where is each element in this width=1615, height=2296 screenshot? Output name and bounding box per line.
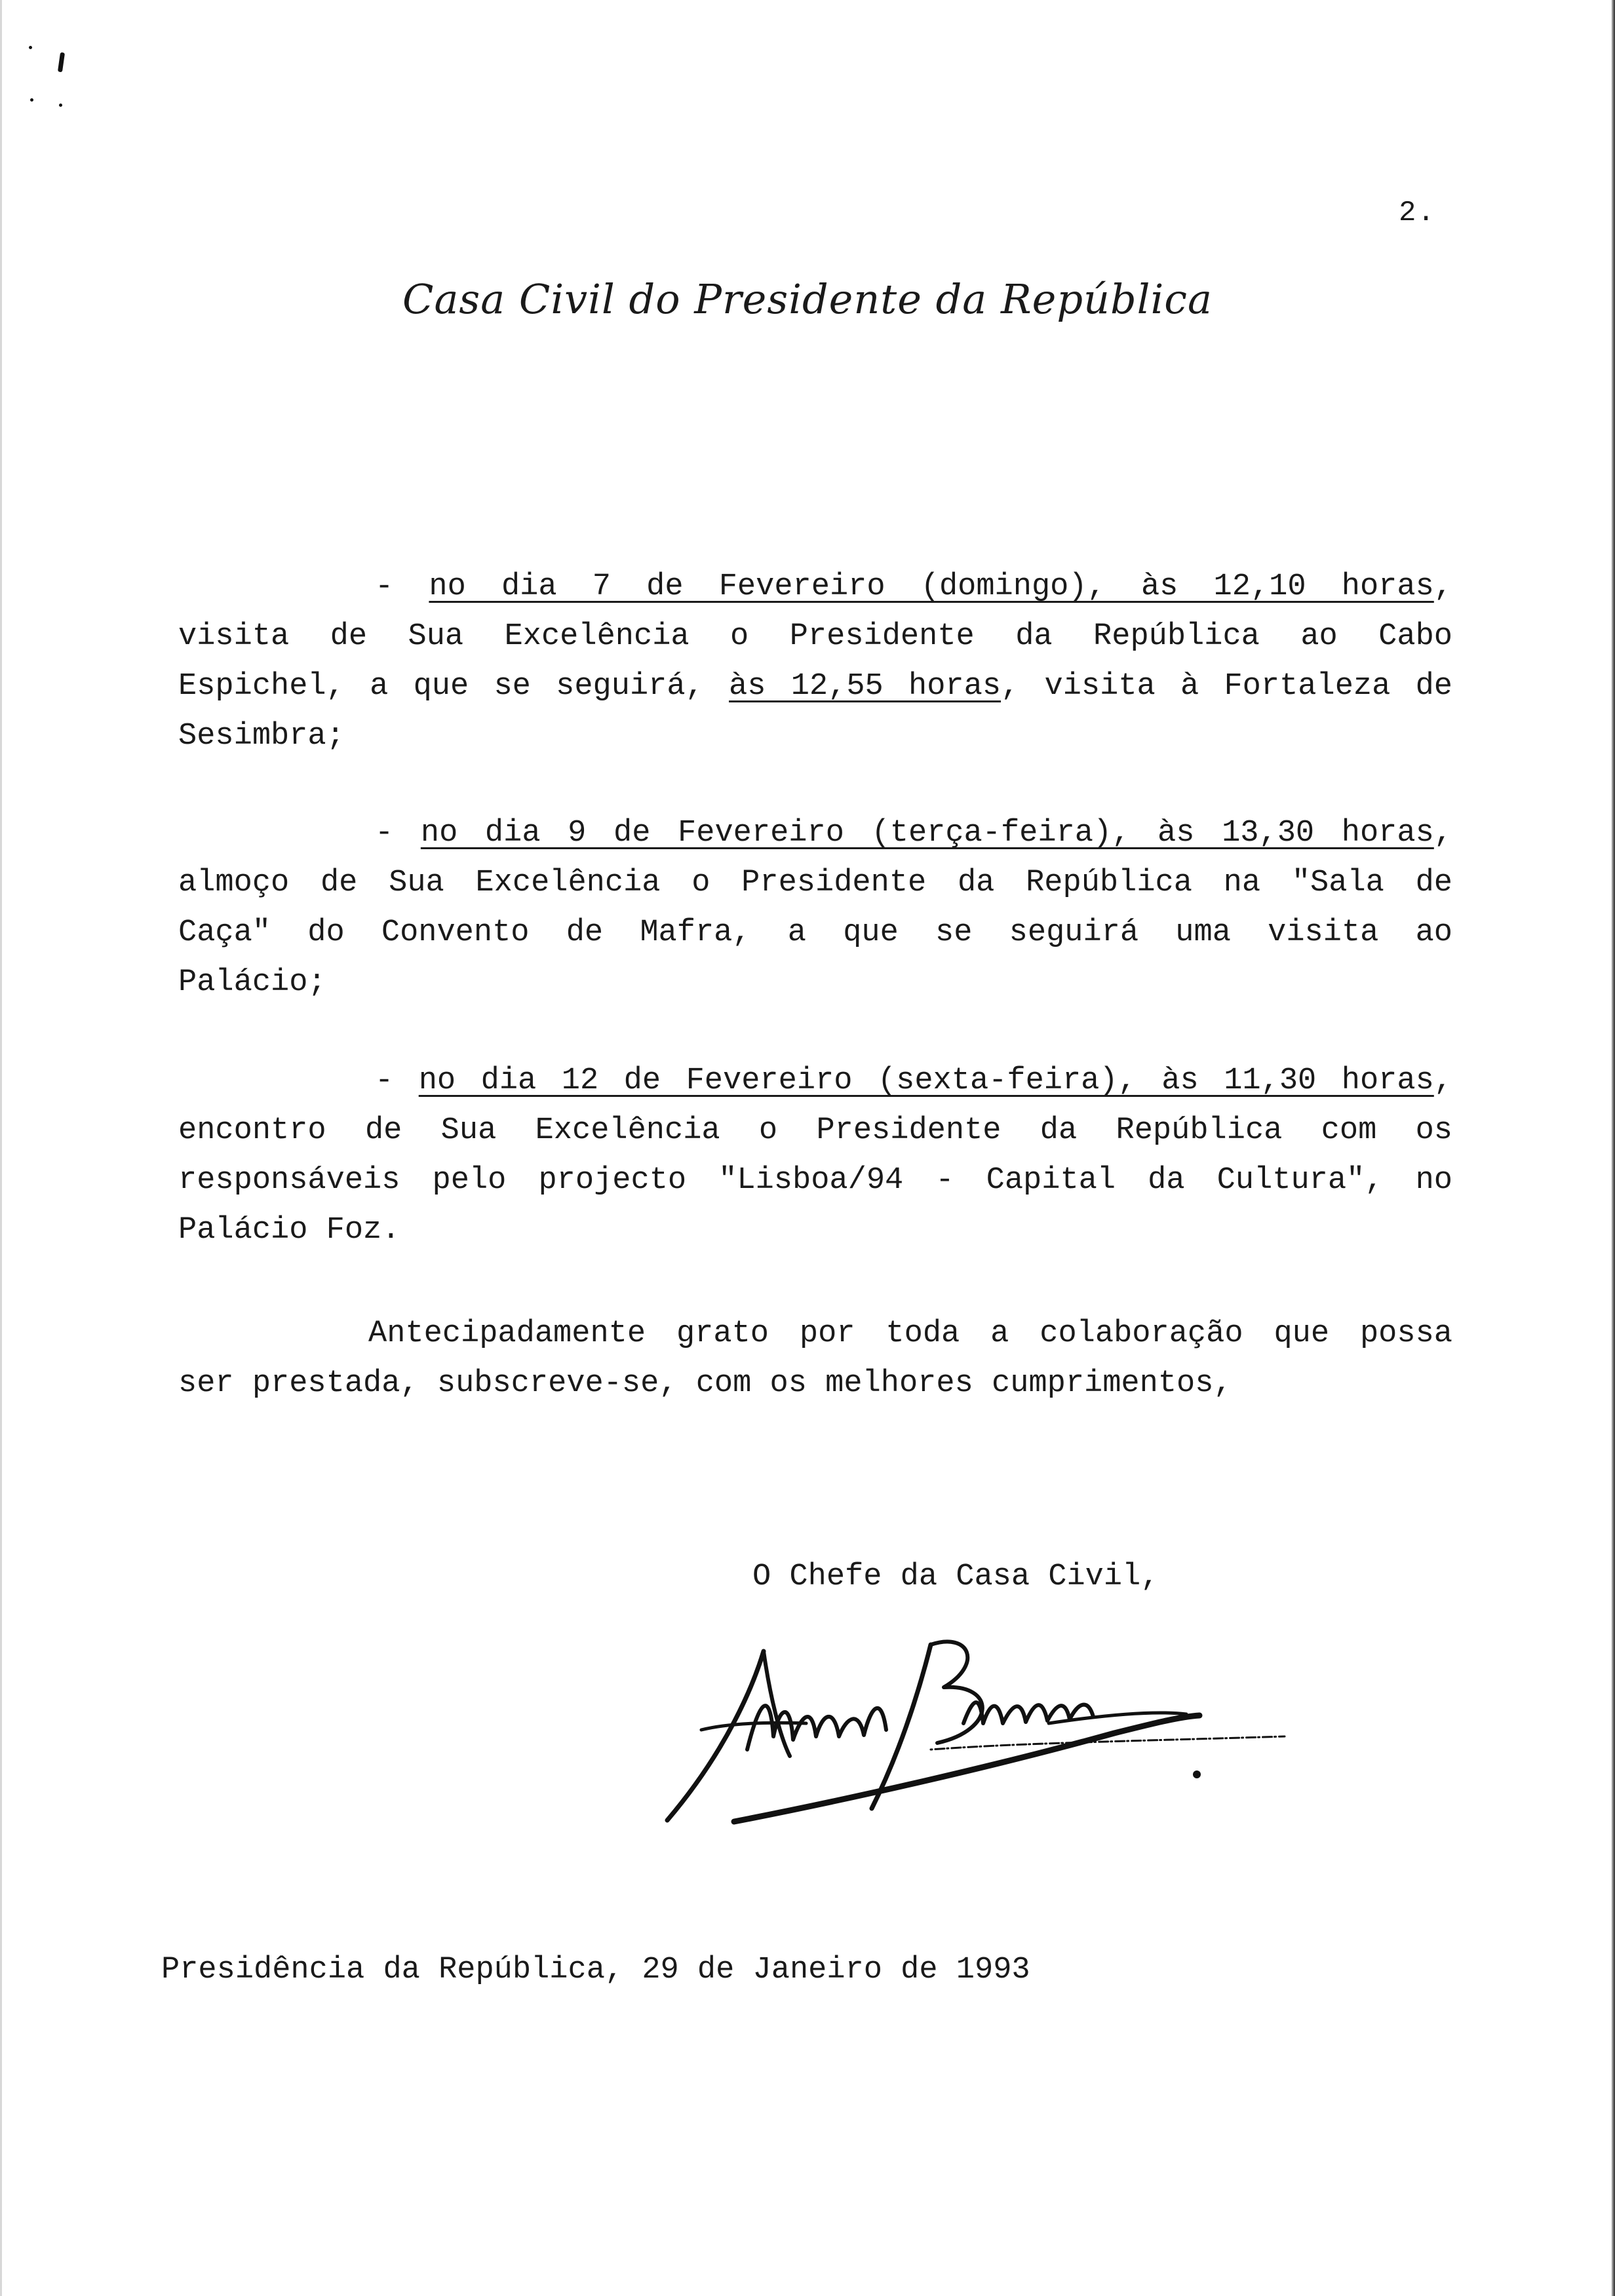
scan-mark <box>59 104 62 107</box>
paragraph-line: - no dia 7 de Fevereiro (domingo), às 12,10 horas, <box>375 569 1452 604</box>
paragraph-visit-cabo-espichel <box>178 562 1452 761</box>
paragraph-line: visita de Sua Excelência o Presidente da República ao Cabo <box>178 619 1452 654</box>
handwritten-signature <box>655 1625 1298 1835</box>
underlined-date: no dia 12 de Fevereiro (sexta-feira), às 11,30 horas <box>418 1063 1434 1098</box>
underlined-time: às 12,55 horas <box>729 669 1002 704</box>
paragraph-line: Caça" do Convento de Mafra, a que se seguirá uma visita ao <box>178 915 1452 950</box>
paragraph-line: responsáveis pelo projecto "Lisboa/94 - Capital da Cultura", no <box>178 1163 1452 1198</box>
paragraph-line: Palácio; <box>178 965 326 1000</box>
paragraph-lunch-mafra <box>178 809 1452 1008</box>
underlined-date: no dia 9 de Fevereiro (terça-feira), às 13,30 horas <box>420 816 1434 851</box>
paragraph-line: Palácio Foz. <box>178 1213 400 1248</box>
scan-mark <box>29 46 32 49</box>
paragraph-meeting-lisboa-94 <box>178 1056 1452 1255</box>
scan-mark <box>58 52 65 73</box>
letterhead: Casa Civil do Presidente da República <box>402 275 1213 323</box>
signoff-title: O Chefe da Casa Civil, <box>752 1559 1159 1594</box>
paragraph-line: almoço de Sua Excelência o Presidente da República na "Sala de <box>178 866 1452 900</box>
paragraph-closing <box>178 1309 1452 1409</box>
paragraph-line: - no dia 9 de Fevereiro (terça-feira), às 13,30 horas, <box>375 816 1452 851</box>
scan-mark <box>30 98 33 102</box>
page-number: 2. <box>1399 197 1436 229</box>
footer-date: Presidência da República, 29 de Janeiro de 1993 <box>161 1953 1030 1987</box>
paragraph-line: Antecipadamente grato por toda a colaboração que possa <box>368 1316 1452 1351</box>
paragraph-line: - no dia 12 de Fevereiro (sexta-feira), às 11,30 horas, <box>375 1063 1452 1098</box>
underlined-date: no dia 7 de Fevereiro (domingo), às 12,10 horas <box>429 569 1434 604</box>
paragraph-line: Sesimbra; <box>178 719 345 754</box>
paragraph-line: encontro de Sua Excelência o Presidente da República com os <box>178 1113 1452 1148</box>
paragraph-line: Espichel, a que se seguirá, às 12,55 horas, visita à Fortaleza de <box>178 669 1452 704</box>
scan-edge-left <box>0 0 2 2296</box>
paragraph-line: ser prestada, subscreve-se, com os melhores cumprimentos, <box>178 1366 1232 1401</box>
scan-edge-right <box>1611 0 1615 2296</box>
